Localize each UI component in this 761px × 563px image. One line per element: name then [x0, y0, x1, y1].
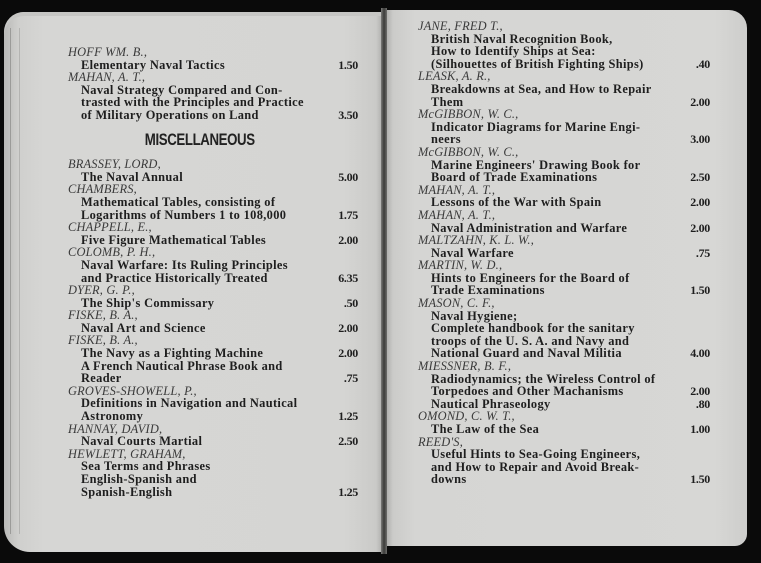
catalog-entry — [418, 360, 710, 410]
catalog-entry — [68, 423, 358, 448]
entry-price: 3.50 — [338, 107, 358, 122]
entry-price: 1.50 — [690, 283, 710, 298]
entry-price: 2.50 — [690, 170, 710, 185]
catalog-entry — [418, 146, 710, 184]
entry-price: .40 — [695, 56, 710, 71]
catalog-entry — [68, 309, 358, 334]
right-entries — [418, 20, 710, 486]
entry-price: 5.00 — [338, 169, 358, 184]
entry-title-line: Indicator Diagrams for Marine Engi- — [431, 119, 641, 134]
right-page-content — [418, 20, 710, 486]
entry-title-line: Marine Engineers' Drawing Book for — [431, 157, 641, 172]
catalog-entry — [68, 448, 358, 498]
entry-author: MAHAN, A. T., — [68, 70, 146, 85]
catalog-entry — [68, 385, 358, 423]
catalog-entry — [418, 184, 710, 209]
catalog-entry — [418, 436, 710, 486]
entry-title-line: Elementary Naval Tactics 1.50 — [81, 57, 358, 72]
entry-price: 2.00 — [690, 220, 710, 235]
entry-title-line: Useful Hints to Sea-Going Engineers, — [431, 447, 641, 462]
entry-title-line: The Naval Annual 5.00 — [81, 169, 358, 184]
entry-title-line: and Practice Historically Treated 6.35 — [81, 270, 358, 285]
entry-title-line: Spanish-English 1.25 — [81, 484, 358, 499]
entry-author: McGIBBON, W. C., — [418, 144, 519, 159]
entry-title-line: Breakdowns at Sea, and How to Repair — [431, 81, 652, 96]
entry-price: 2.00 — [338, 232, 358, 247]
catalog-entry — [68, 334, 358, 384]
entry-title-line: Naval Hygiene; — [431, 308, 518, 323]
entry-author: JANE, FRED T., — [418, 19, 503, 33]
entry-title-line: neers 3.00 — [431, 132, 710, 147]
entry-price: 1.50 — [338, 57, 358, 72]
entry-title-line: of Military Operations on Land 3.50 — [81, 107, 358, 122]
entry-price: 4.00 — [690, 346, 710, 361]
entry-author: OMOND, C. W. T., — [418, 409, 515, 424]
entry-author: MARTIN, W. D., — [418, 258, 503, 273]
entry-price: .75 — [343, 371, 358, 386]
entry-title-line: Naval Strategy Compared and Con- — [81, 82, 283, 97]
book-gutter — [381, 8, 387, 554]
entry-author: MAHAN, A. T., — [418, 182, 496, 197]
catalog-entry — [68, 183, 358, 221]
entry-title-line: A French Nautical Phrase Book and — [81, 358, 283, 373]
entry-price: 2.00 — [338, 320, 358, 335]
entry-title-line: Naval Art and Science 2.00 — [81, 320, 358, 335]
catalog-entry — [418, 209, 710, 234]
entry-title-line: Logarithms of Numbers 1 to 108,000 1.75 — [81, 207, 358, 222]
entry-author: CHAMBERS, — [68, 182, 137, 197]
entry-price: 2.00 — [690, 384, 710, 399]
catalog-entry — [418, 108, 710, 146]
entry-title-line: The Navy as a Fighting Machine 2.00 — [81, 346, 358, 361]
section-heading: MISCELLANEOUS — [144, 129, 255, 149]
entry-title-line: English-Spanish and — [81, 472, 197, 486]
entry-title-line: Board of Trade Examinations 2.50 — [431, 170, 710, 185]
catalog-entry — [68, 246, 358, 284]
entry-price: 1.75 — [338, 207, 358, 222]
entry-price: 3.00 — [690, 132, 710, 147]
entry-author: BRASSEY, LORD, — [68, 157, 161, 172]
entry-author: MALTZAHN, K. L. W., — [418, 233, 535, 248]
entry-title-line: Naval Warfare .75 — [431, 245, 710, 260]
entry-title-line: Torpedoes and Other Machanisms 2.00 — [431, 384, 710, 399]
entry-title-line: Naval Administration and Warfare 2.00 — [431, 220, 710, 235]
entry-price: 1.25 — [338, 484, 358, 499]
entry-title-line: How to Identify Ships at Sea: — [431, 44, 596, 59]
entry-author: REED'S, — [418, 434, 463, 449]
entry-title-line: Complete handbook for the sanitary — [431, 321, 635, 336]
entry-price: 1.50 — [690, 472, 710, 487]
entry-author: McGIBBON, W. C., — [418, 107, 519, 122]
entry-title-line: Sea Terms and Phrases — [81, 459, 211, 474]
entry-author: HANNAY, DAVID, — [68, 421, 163, 436]
entry-author: HOFF WM. B., — [68, 45, 148, 59]
entry-price: 2.00 — [690, 94, 710, 109]
entry-author: MIESSNER, B. F., — [418, 359, 512, 374]
catalog-entry — [68, 284, 358, 309]
catalog-entry — [418, 234, 710, 259]
catalog-entry — [68, 71, 358, 121]
entry-title-line: and How to Repair and Avoid Break- — [431, 459, 640, 474]
catalog-entry — [418, 410, 710, 435]
entry-price: .75 — [695, 245, 710, 260]
entry-author: DYER, G. P., — [68, 283, 135, 298]
entry-price: 2.00 — [338, 346, 358, 361]
entry-title-line: Them 2.00 — [431, 94, 710, 109]
entry-title-line: The Law of the Sea 1.00 — [431, 422, 710, 436]
catalog-entry — [418, 70, 710, 108]
entry-title-line: (Silhouettes of British Fighting Ships) .40 — [431, 56, 710, 71]
entry-title-line: Hints to Engineers for the Board of — [431, 270, 630, 285]
catalog-entry — [418, 259, 710, 297]
entry-price: 1.25 — [338, 409, 358, 424]
entry-title-line: Nautical Phraseology .80 — [431, 396, 710, 411]
entry-author: FISKE, B. A., — [68, 308, 138, 323]
catalog-entry — [68, 221, 358, 246]
entry-title-line: Naval Courts Martial 2.50 — [81, 434, 358, 449]
entry-title-line: Astronomy 1.25 — [81, 409, 358, 424]
entry-title-line: downs 1.50 — [431, 472, 710, 487]
entry-title-line: Reader .75 — [81, 371, 358, 386]
entry-title-line: National Guard and Naval Militia 4.00 — [431, 346, 710, 361]
left-page-content — [68, 46, 358, 498]
entry-price: 1.00 — [690, 422, 710, 436]
entry-title-line: Five Figure Mathematical Tables 2.00 — [81, 232, 358, 247]
entry-price: 2.50 — [338, 434, 358, 449]
left-top-entries — [68, 46, 358, 122]
entry-title-line: troops of the U. S. A. and Navy and — [431, 333, 630, 348]
catalog-entry — [68, 158, 358, 183]
entry-author: FISKE, B. A., — [68, 333, 138, 348]
entry-title-line: Radiodynamics; the Wireless Control of — [431, 371, 656, 386]
entry-title-line: Definitions in Navigation and Nautical — [81, 396, 298, 411]
entry-price: .80 — [695, 396, 710, 411]
entry-price: 6.35 — [338, 270, 358, 285]
entry-title-line: Lessons of the War with Spain 2.00 — [431, 195, 710, 210]
entry-title-line: Naval Warfare: Its Ruling Principles — [81, 257, 288, 272]
entry-title-line: Trade Examinations 1.50 — [431, 283, 710, 298]
entry-title-line: The Ship's Commissary .50 — [81, 295, 358, 310]
left-misc-entries — [68, 158, 358, 498]
entry-price: .50 — [343, 295, 358, 310]
catalog-entry — [418, 20, 710, 70]
catalog-entry — [68, 46, 358, 71]
entry-author: COLOMB, P. H., — [68, 245, 156, 260]
catalog-entry — [418, 297, 710, 360]
entry-author: GROVES-SHOWELL, P., — [68, 383, 197, 398]
entry-title-line: trasted with the Principles and Practice — [81, 95, 304, 110]
entry-author: LEASK, A. R., — [418, 69, 491, 84]
entry-author: MASON, C. F., — [418, 296, 495, 311]
entry-title-line: Mathematical Tables, consisting of — [81, 194, 276, 209]
entry-author: MAHAN, A. T., — [418, 207, 496, 222]
entry-author: CHAPPELL, E., — [68, 220, 152, 235]
entry-price: 2.00 — [690, 195, 710, 210]
entry-author: HEWLETT, GRAHAM, — [68, 446, 186, 461]
entry-title-line: British Naval Recognition Book, — [431, 31, 613, 46]
